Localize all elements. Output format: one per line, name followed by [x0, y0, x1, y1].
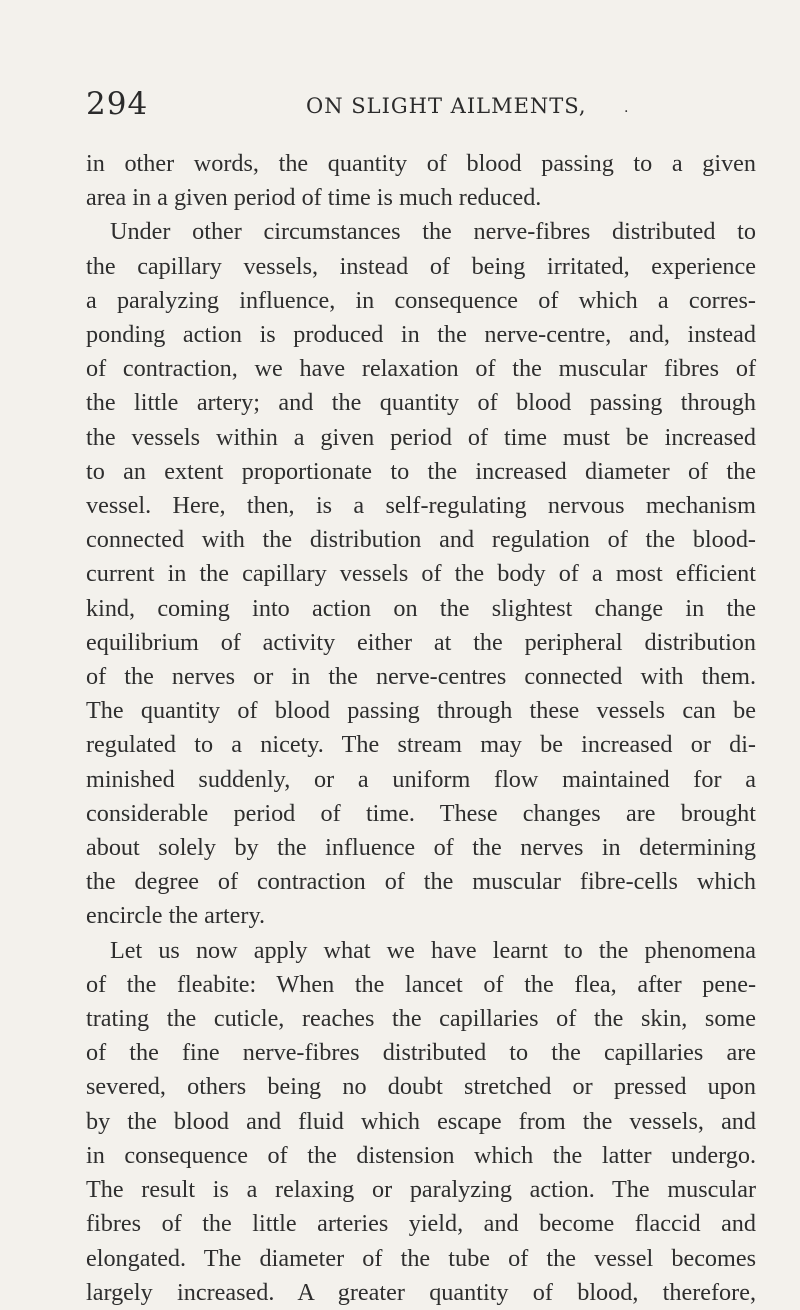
text-line: of the nerves or in the nerve-centres connected with them. [86, 663, 756, 691]
text-line: elongated. The diameter of the tube of the vessel becomes [86, 1244, 756, 1272]
running-header [86, 86, 756, 126]
text-line: The result is a relaxing or paralyzing action. The muscular [86, 1176, 756, 1204]
text-line: Let us now apply what we have learnt to the phenomena [110, 936, 756, 964]
text-line: the vessels within a given period of time must be increased [86, 423, 756, 451]
text-line: current in the capillary vessels of the body of a most efficient [86, 560, 756, 588]
text-line: trating the cuticle, reaches the capillaries of the skin, some [86, 1005, 756, 1033]
text-line: equilibrium of activity either at the peripheral distribution [86, 628, 756, 656]
text-line: vessel. Here, then, is a self-regulating nervous mechanism [86, 492, 756, 520]
text-line: to an extent proportionate to the increased diameter of the [86, 457, 756, 485]
text-line: encircle the artery. [86, 902, 266, 930]
text-line: connected with the distribution and regulation of the blood- [86, 526, 756, 554]
text-line: a paralyzing influence, in consequence of which a corres- [86, 286, 756, 314]
text-line: largely increased. A greater quantity of blood, therefore, [86, 1278, 756, 1306]
text-line: of the fleabite: When the lancet of the flea, after pene- [86, 970, 756, 998]
text-line: fibres of the little arteries yield, and become flaccid and [86, 1210, 756, 1238]
text-line: in other words, the quantity of blood passing to a given [86, 150, 756, 177]
text-line: kind, coming into action on the slightest change in the [86, 594, 756, 622]
text-line: the degree of contraction of the muscular fibre-cells which [86, 868, 756, 896]
text-line: minished suddenly, or a uniform flow maintained for a [86, 765, 756, 793]
text-line: in consequence of the distension which the latter undergo. [86, 1141, 756, 1169]
chapter-title: ON SLIGHT AILMENTS, [306, 94, 587, 118]
text-line: the little artery; and the quantity of blood passing through [86, 389, 756, 417]
text-line: of contraction, we have relaxation of the muscular fibres of [86, 355, 756, 383]
body-text [86, 147, 756, 1310]
header-mark: . [624, 100, 629, 116]
text-line: area in a given period of time is much reduced. [86, 184, 542, 212]
text-line: severed, others being no doubt stretched or pressed upon [86, 1073, 756, 1101]
text-line: ponding action is produced in the nerve-centre, and, instead [86, 321, 756, 349]
text-line: considerable period of time. These changes are brought [86, 799, 756, 827]
text-line: The quantity of blood passing through these vessels can be [86, 697, 756, 725]
text-line: of the fine nerve-fibres distributed to the capillaries are [86, 1039, 756, 1067]
text-line: by the blood and fluid which escape from the vessels, and [86, 1107, 756, 1135]
page-number: 294 [86, 86, 149, 122]
text-line: the capillary vessels, instead of being irritated, experience [86, 252, 756, 280]
text-line: regulated to a nicety. The stream may be increased or di- [86, 731, 756, 759]
text-line: about solely by the influence of the nerves in determining [86, 834, 756, 862]
text-line: Under other circumstances the nerve-fibres distributed to [110, 218, 756, 246]
